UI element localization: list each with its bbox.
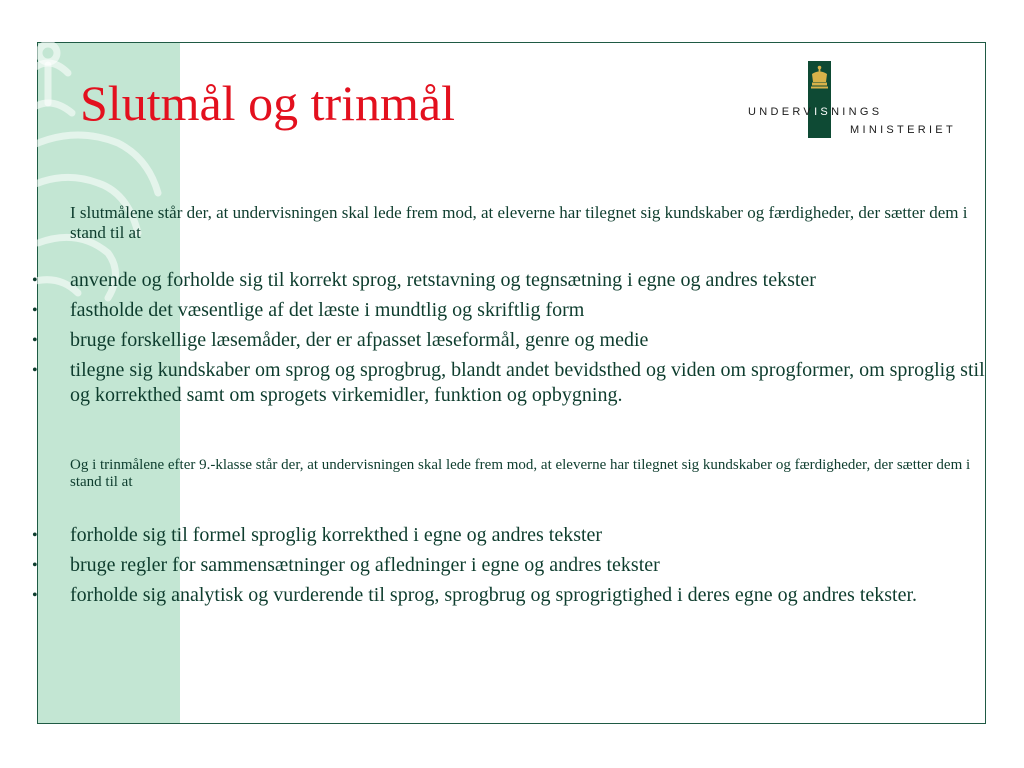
bullet-list-trinmaal xyxy=(32,523,990,608)
slide-title: Slutmål og trinmål xyxy=(80,75,455,131)
list-item-text: anvende og forholde sig til korrekt sprog, retstavning og tegnsætning i egne og andres tekster xyxy=(70,269,816,291)
bullet-marker: • xyxy=(32,557,38,574)
list-item-text: fastholde det væsentlige af det læste i mundtlig og skriftlig form xyxy=(70,299,585,321)
bullet-marker: • xyxy=(32,272,38,289)
list-item xyxy=(32,298,990,323)
list-item-text: forholde sig til formel sproglig korrekthed i egne og andres tekster xyxy=(70,524,603,546)
list-item xyxy=(32,553,990,578)
slide-body xyxy=(32,203,990,613)
logo-text-part: IS xyxy=(814,106,832,118)
bullet-marker: • xyxy=(32,302,38,319)
logo-block xyxy=(808,61,831,138)
list-item xyxy=(32,328,990,353)
logo-text-part: NINGS xyxy=(831,106,883,118)
spacer xyxy=(70,491,990,523)
spacer xyxy=(70,243,990,268)
list-item-text: bruge regler for sammensætninger og afledninger i egne og andres tekster xyxy=(70,554,660,576)
list-item-text: tilegne sig kundskaber om sprog og sprogbrug, blandt andet bevidsthed og viden om sprogformer, om sproglig stil og korrekthed samt om sprogets virkemidler, funktion og opbygning. xyxy=(70,359,985,406)
intro-paragraph-trinmaal: Og i trinmålene efter 9.-klasse står der, at undervisningen skal lede frem mod, at eleverne har tilegnet sig kundskaber og færdigheder, der sætter dem i stand til at xyxy=(70,457,971,490)
bullet-list-slutmaal xyxy=(32,268,990,408)
bullet-marker: • xyxy=(32,587,38,604)
bullet-marker: • xyxy=(32,362,38,379)
spacer xyxy=(70,413,990,457)
list-item xyxy=(32,268,990,293)
bullet-marker: • xyxy=(32,332,38,349)
list-item-text: forholde sig analytisk og vurderende til sprog, sprogbrug og sprogrigtighed i deres egne og andres tekster. xyxy=(70,584,918,606)
list-item xyxy=(32,358,990,408)
ministry-logo xyxy=(746,59,972,143)
slide-frame xyxy=(32,42,986,724)
logo-text-part: UNDERV xyxy=(748,106,815,118)
list-item-text: bruge forskellige læsemåder, der er afpasset læseformål, genre og medie xyxy=(70,329,649,351)
list-item xyxy=(32,523,990,548)
logo-word-undervisnings xyxy=(748,107,882,118)
bullet-marker: • xyxy=(32,527,38,544)
logo-word-ministeriet: MINISTERIET xyxy=(850,124,956,136)
crown-icon xyxy=(810,65,829,91)
intro-paragraph-slutmaal: I slutmålene står der, at undervisningen skal lede frem mod, at eleverne har tilegnet sig kundskaber og færdigheder, der sætter dem i stand til at xyxy=(70,203,968,242)
list-item xyxy=(32,583,990,608)
